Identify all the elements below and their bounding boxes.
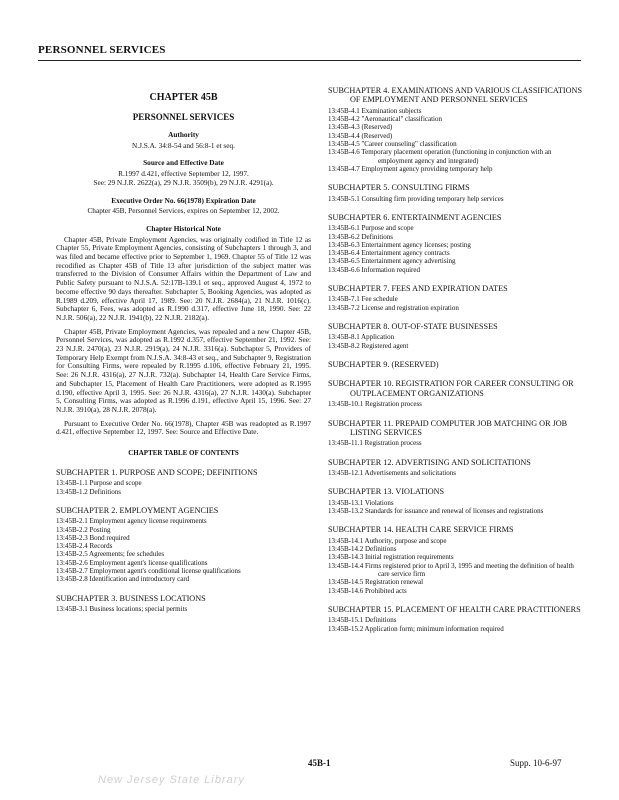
toc-entry: 13:45B-14.6 Prohibited acts bbox=[328, 586, 407, 595]
toc-entry: 13:45B-4.3 (Reserved) bbox=[328, 123, 393, 132]
right-column bbox=[328, 86, 586, 633]
toc-entry: 13:45B-4.1 Examination subjects bbox=[328, 106, 422, 115]
subchapter-heading: SUBCHAPTER 10. REGISTRATION FOR CAREER CONSULTING OR OUTPLACEMENT ORGANIZATIONS bbox=[328, 379, 574, 398]
toc-entry: 13:45B-4.7 Employment agency providing temporary help bbox=[328, 164, 493, 173]
toc-entry: 13:45B-4.6 Temporary placement operation (functioning in conjunction with an employment agency and integrated) bbox=[328, 148, 552, 165]
subchapter-heading: SUBCHAPTER 13. VIOLATIONS bbox=[328, 487, 445, 497]
toc-title: CHAPTER TABLE OF CONTENTS bbox=[128, 449, 239, 458]
header-rule bbox=[38, 60, 581, 61]
subchapter-heading: SUBCHAPTER 7. FEES AND EXPIRATION DATES bbox=[328, 284, 508, 294]
subchapter-heading: SUBCHAPTER 12. ADVERTISING AND SOLICITATIONS bbox=[328, 457, 531, 467]
subchapter-heading: SUBCHAPTER 4. EXAMINATIONS AND VARIOUS CLASSIFICATIONS OF EMPLOYMENT AND PERSONNEL SERVICES bbox=[328, 86, 582, 105]
subchapter-heading: SUBCHAPTER 6. ENTERTAINMENT AGENCIES bbox=[328, 212, 502, 222]
chapter-name: PERSONNEL SERVICES bbox=[132, 112, 235, 122]
toc-entry: 13:45B-13.1 Violations bbox=[328, 498, 394, 507]
subchapter-heading: SUBCHAPTER 11. PREPAID COMPUTER JOB MATCHING OR JOB LISTING SERVICES bbox=[328, 418, 568, 437]
subchapter-heading: SUBCHAPTER 2. EMPLOYMENT AGENCIES bbox=[56, 505, 219, 515]
toc-entry: 13:45B-5.1 Consulting firm providing temporary help services bbox=[328, 194, 504, 203]
toc-entry: 13:45B-6.6 Information required bbox=[328, 265, 420, 274]
left-column bbox=[56, 86, 311, 613]
history-paragraph: Pursuant to Executive Order No. 66(1978), Chapter 45B was readopted as R.1997 d.421, effective September 12, 1997. See: Source and Effective Date. bbox=[56, 418, 311, 437]
chapter-title: CHAPTER 45B bbox=[149, 92, 218, 103]
subchapter-heading: SUBCHAPTER 8. OUT-OF-STATE BUSINESSES bbox=[328, 322, 498, 332]
toc-entry: 13:45B-6.2 Definitions bbox=[328, 232, 393, 241]
toc-entry: 13:45B-2.5 Agreements; fee schedules bbox=[56, 550, 165, 559]
history-heading: Chapter Historical Note bbox=[146, 223, 221, 233]
subchapter-heading: SUBCHAPTER 15. PLACEMENT OF HEALTH CARE PRACTITIONERS bbox=[328, 604, 581, 614]
toc-entry: 13:45B-6.3 Entertainment agency licenses; posting bbox=[328, 240, 471, 249]
authority-text: N.J.S.A. 34:8-54 and 56:8-1 et seq. bbox=[132, 140, 235, 150]
toc-entry: 13:45B-2.6 Employment agent's license qualifications bbox=[56, 558, 208, 567]
running-head: PERSONNEL SERVICES bbox=[38, 44, 166, 56]
library-stamp: New Jersey State Library bbox=[98, 774, 245, 786]
toc-entry: 13:45B-8.1 Application bbox=[328, 333, 395, 342]
expiration-heading: Executive Order No. 66(1978) Expiration Date bbox=[111, 195, 256, 205]
toc-entry: 13:45B-13.2 Standards for issuance and renewal of licenses and registrations bbox=[328, 507, 544, 516]
toc-left bbox=[56, 468, 311, 613]
toc-entry: 13:45B-6.4 Entertainment agency contracts bbox=[328, 249, 450, 258]
history-paragraph: Chapter 45B, Private Employment Agencies, was originally codified in Title 12 as Chapter 55, Private Employment Agencies, consisting of Subchapters 1 through 3, and was filed and became effective prior to September 1, 1969. Chapter 55 of Title 12 was recodified as Chapter 45B of Title 13 after jurisdiction of the subject matter was transferred to the Division of Consumer Affairs within the Department of Law and Public Safety pursuant to N.J.S.A. 52:17B-139.1 et seq., approved August 4, 1972 to become effective 90 days thereafter. Subchapter 5, Booking Agencies, was adopted as R.1989 d.209, effective April 17, 1989. See: 20 N.J.R. 2684(a), 21 N.J.R. 1016(c). Subchapter 6, Fees, was adopted as R.1990 d.317, effective June 18, 1990. See: 22 N.J.R. 506(a), 22 N.J.R. 1941(b), 22 N.J.R. 2182(a). bbox=[56, 234, 311, 322]
source-line: See: 29 N.J.R. 2622(a), 29 N.J.R. 3509(b), 29 N.J.R. 4291(a). bbox=[93, 177, 274, 187]
history-paragraph: Chapter 45B, Private Employment Agencies, was repealed and a new Chapter 45B, Personnel Services, was adopted as R.1992 d.357, effective September 21, 1992. See: 23 N.J.R. 2470(a), 23 N.J.R. 2919(a), 24 N.J.R. 3316(a). Subchapter 5, Providers of Temporary Help Exempt from N.J.S.A. 34:8-43 et seq., and Subchapter 9, Registration for Consulting Firms, were repealed by R.1995 d.106, effective February 21, 1995. See: 26 N.J.R. 4316(a), 27 N.J.R. 732(a). Subchapter 14, Health Care Service Firms, and Subchapter 15, Placement of Health Care Practitioners, were adopted as R.1995 d.190, effective April 3, 1995. See: 26 N.J.R. 4316(a), 27 N.J.R. 1430(a). Subchapter 5, Consulting Firms, was adopted as R.1996 d.191, effective April 15, 1996. See: 27 N.J.R. 3910(a), 28 N.J.R. 2078(a). bbox=[56, 326, 311, 414]
toc-entry: 13:45B-2.8 Identification and introductory card bbox=[56, 575, 190, 584]
toc-entry: 13:45B-10.1 Registration process bbox=[328, 400, 422, 409]
toc-entry: 13:45B-1.1 Purpose and scope bbox=[56, 479, 142, 488]
toc-entry: 13:45B-14.4 Firms registered prior to April 3, 1995 and meeting the definition of health care service firm bbox=[328, 561, 574, 578]
toc-entry: 13:45B-11.1 Registration process bbox=[328, 439, 422, 448]
toc-entry: 13:45B-6.1 Purpose and scope bbox=[328, 224, 414, 233]
toc-entry: 13:45B-14.1 Authority, purpose and scope bbox=[328, 536, 447, 545]
toc-right bbox=[328, 86, 586, 633]
toc-entry: 13:45B-2.3 Bond required bbox=[56, 533, 130, 542]
toc-entry: 13:45B-14.3 Initial registration requirements bbox=[328, 553, 454, 562]
toc-entry: 13:45B-2.2 Posting bbox=[56, 525, 111, 534]
subchapter-heading: SUBCHAPTER 14. HEALTH CARE SERVICE FIRMS bbox=[328, 525, 514, 535]
page-number: 45B-1 bbox=[308, 758, 331, 768]
authority-heading: Authority bbox=[168, 130, 199, 139]
source-line: R.1997 d.421, effective September 12, 1997. bbox=[118, 169, 249, 179]
supplement-date: Supp. 10-6-97 bbox=[510, 758, 562, 768]
toc-entry: 13:45B-15.2 Application form; minimum information required bbox=[328, 624, 504, 633]
source-heading: Source and Effective Date bbox=[143, 158, 224, 168]
toc-entry: 13:45B-14.2 Definitions bbox=[328, 545, 397, 554]
toc-entry: 13:45B-1.2 Definitions bbox=[56, 487, 121, 496]
toc-entry: 13:45B-2.7 Employment agent's conditional license qualifications bbox=[56, 566, 241, 575]
subchapter-heading: SUBCHAPTER 1. PURPOSE AND SCOPE; DEFINITIONS bbox=[56, 467, 258, 477]
subchapter-heading: SUBCHAPTER 3. BUSINESS LOCATIONS bbox=[56, 593, 206, 603]
toc-entry: 13:45B-4.4 (Reserved) bbox=[328, 131, 393, 140]
toc-entry: 13:45B-4.5 "Career counseling" classification bbox=[328, 140, 457, 148]
toc-entry: 13:45B-3.1 Business locations; special permits bbox=[56, 604, 188, 613]
toc-entry: 13:45B-7.1 Fee schedule bbox=[328, 295, 398, 304]
expiration-text: Chapter 45B, Personnel Services, expires on September 12, 2002. bbox=[87, 206, 280, 216]
toc-entry: 13:45B-8.2 Registered agent bbox=[328, 341, 409, 350]
toc-entry: 13:45B-6.5 Entertainment agency advertising bbox=[328, 257, 456, 266]
subchapter-heading: SUBCHAPTER 5. CONSULTING FIRMS bbox=[328, 183, 470, 193]
toc-entry: 13:45B-15.1 Definitions bbox=[328, 616, 397, 625]
toc-entry: 13:45B-2.4 Records bbox=[56, 542, 113, 551]
toc-entry: 13:45B-7.2 License and registration expiration bbox=[328, 303, 459, 312]
subchapter-heading: SUBCHAPTER 9. (RESERVED) bbox=[328, 360, 439, 370]
toc-entry: 13:45B-12.1 Advertisements and solicitations bbox=[328, 469, 456, 478]
toc-entry: 13:45B-4.2 "Aeronautical" classification bbox=[328, 115, 442, 124]
toc-entry: 13:45B-2.1 Employment agency license requirements bbox=[56, 517, 207, 526]
toc-entry: 13:45B-14.5 Registration renewal bbox=[328, 578, 424, 587]
